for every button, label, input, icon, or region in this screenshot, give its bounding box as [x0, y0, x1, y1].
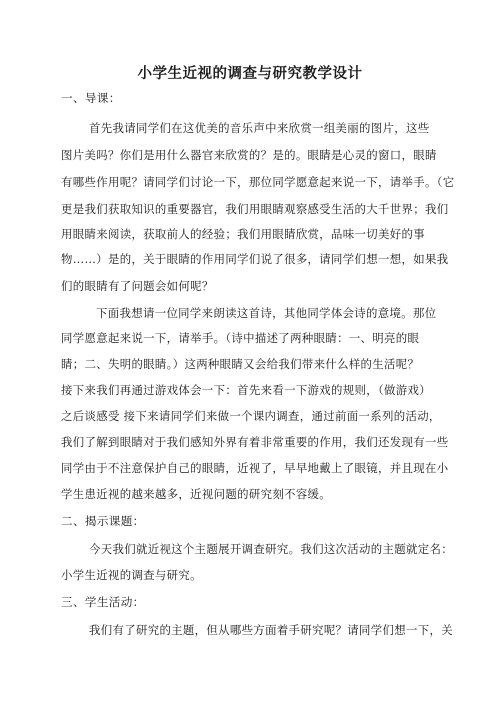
paragraph-line: 物……）是的，关于眼睛的作用同学们说了很多，请同学们想一想，如果我 — [61, 252, 449, 266]
paragraph-line: 学生患近视的越来越多，近视问题的研究刻不容缓。 — [61, 487, 332, 501]
document-title: 小学生近视的调查与研究教学设计 — [137, 65, 363, 82]
paragraph-line: 下面我想请一位同学来朗读这首诗，其他同学体会诗的意境。那位 — [96, 306, 437, 320]
paragraph-line: 同学由于不注意保护自己的眼睛，近视了，早早地戴上了眼镜，并且现在小 — [61, 461, 449, 475]
paragraph-line: 有哪些作用呢？请同学们讨论一下，那位同学愿意起来说一下，请举手。（它 — [61, 175, 455, 189]
paragraph-line: 我们了解到眼睛对于我们感知外界有着非常重要的作用，我们还发现有一些 — [61, 435, 449, 449]
paragraph-line: 小学生近视的调查与研究。 — [61, 568, 202, 582]
paragraph-line: 睛；二、失明的眼睛。）这两种眼睛又会给我们带来什么样的生活呢？ — [61, 357, 420, 371]
section-heading-intro: 一、导课： — [61, 91, 121, 105]
paragraph-line: 同学愿意起来说一下，请举手。（诗中描述了两种眼睛：一、明亮的眼 — [61, 331, 420, 345]
paragraph-line: 们的眼睛有了问题会如何呢？ — [61, 279, 214, 293]
paragraph-line: 用眼睛来阅读，获取前人的经验；我们用眼睛欣赏，品味一切美好的事 — [61, 227, 425, 241]
paragraph-line: 更是我们获取知识的重要器官，我们用眼睛观察感受生活的大千世界；我们 — [61, 202, 449, 216]
paragraph-line: 我们有了研究的主题，但从哪些方面着手研究呢？请同学们想一下，关 — [89, 623, 453, 637]
paragraph-line: 首先我请同学们在这优美的音乐声中来欣赏一组美丽的图片，这些 — [89, 121, 430, 135]
section-heading-topic: 二、揭示课题： — [61, 514, 145, 528]
paragraph-line: 图片美吗？你们是用什么器官来欣赏的？是的。眼睛是心灵的窗口，眼睛 — [61, 148, 437, 162]
section-heading-activity: 三、学生活动： — [61, 595, 145, 609]
paragraph-line: 之后谈感受 接下来请同学们来做一个课内调查，通过前面一系列的活动， — [61, 409, 441, 423]
paragraph-line: 接下来我们再通过游戏体会一下：首先来看一下游戏的规则，（做游戏） — [61, 383, 432, 397]
paragraph-line: 今天我们就近视这个主题展开调查研究。我们这次活动的主题就定名： — [89, 542, 453, 556]
